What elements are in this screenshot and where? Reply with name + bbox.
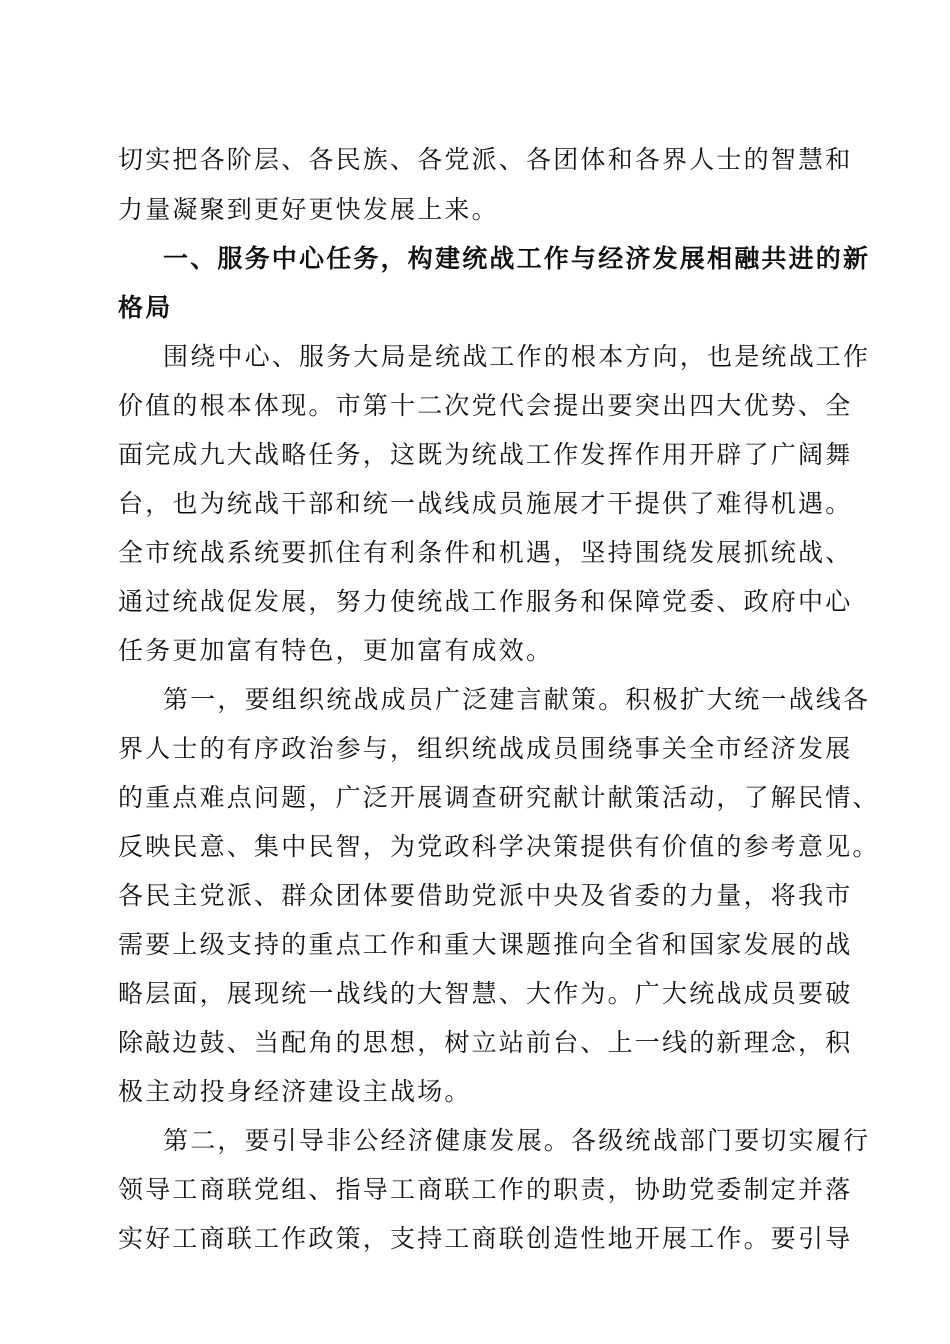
body-text-line: 需要上级支持的重点工作和重大课题推向全省和国家发展的战 [118, 930, 853, 959]
section-heading: 一、服务中心任务，构建统战工作与经济发展相融共进的新 [163, 244, 871, 273]
body-text-line: 极主动投身经济建设主战场。 [118, 1077, 472, 1106]
body-text-line: 切实把各阶层、各民族、各党派、各团体和各界人士的智慧和 [118, 145, 853, 174]
section-heading: 格局 [118, 293, 173, 322]
body-text-line: 第一，要组织统战成员广泛建言献策。积极扩大统一战线各 [163, 685, 871, 714]
body-text-line: 面完成九大战略任务，这既为统战工作发挥作用开辟了广阔舞 [118, 440, 853, 469]
body-text-line: 台，也为统战干部和统一战线成员施展才干提供了难得机遇。 [118, 489, 853, 518]
body-text-line: 全市统战系统要抓住有利条件和机遇，坚持围绕发展抓统战、 [118, 538, 853, 567]
body-text-line: 价值的根本体现。市第十二次党代会提出要突出四大优势、全 [118, 391, 853, 420]
body-text-line: 任务更加富有特色，更加富有成效。 [118, 636, 554, 665]
body-text-line: 通过统战促发展，努力使统战工作服务和保障党委、政府中心 [118, 587, 853, 616]
body-text-line: 第二，要引导非公经济健康发展。各级统战部门要切实履行 [163, 1126, 871, 1155]
body-text-line: 实好工商联工作政策，支持工商联创造性地开展工作。要引导 [118, 1224, 853, 1253]
body-text-line: 反映民意、集中民智，为党政科学决策提供有价值的参考意见。 [118, 832, 880, 861]
body-text-line: 各民主党派、群众团体要借助党派中央及省委的力量，将我市 [118, 881, 853, 910]
body-text-line: 除敲边鼓、当配角的思想，树立站前台、上一线的新理念，积 [118, 1028, 853, 1057]
body-text-line: 略层面，展现统一战线的大智慧、大作为。广大统战成员要破 [118, 979, 853, 1008]
body-text-line: 围绕中心、服务大局是统战工作的根本方向，也是统战工作 [163, 342, 871, 371]
body-text-line: 界人士的有序政治参与，组织统战成员围绕事关全市经济发展 [118, 734, 853, 763]
body-text-line: 力量凝聚到更好更快发展上来。 [118, 195, 499, 224]
body-text-line: 的重点难点问题，广泛开展调查研究献计献策活动，了解民情、 [118, 783, 880, 812]
body-text-line: 领导工商联党组、指导工商联工作的职责，协助党委制定并落 [118, 1175, 853, 1204]
